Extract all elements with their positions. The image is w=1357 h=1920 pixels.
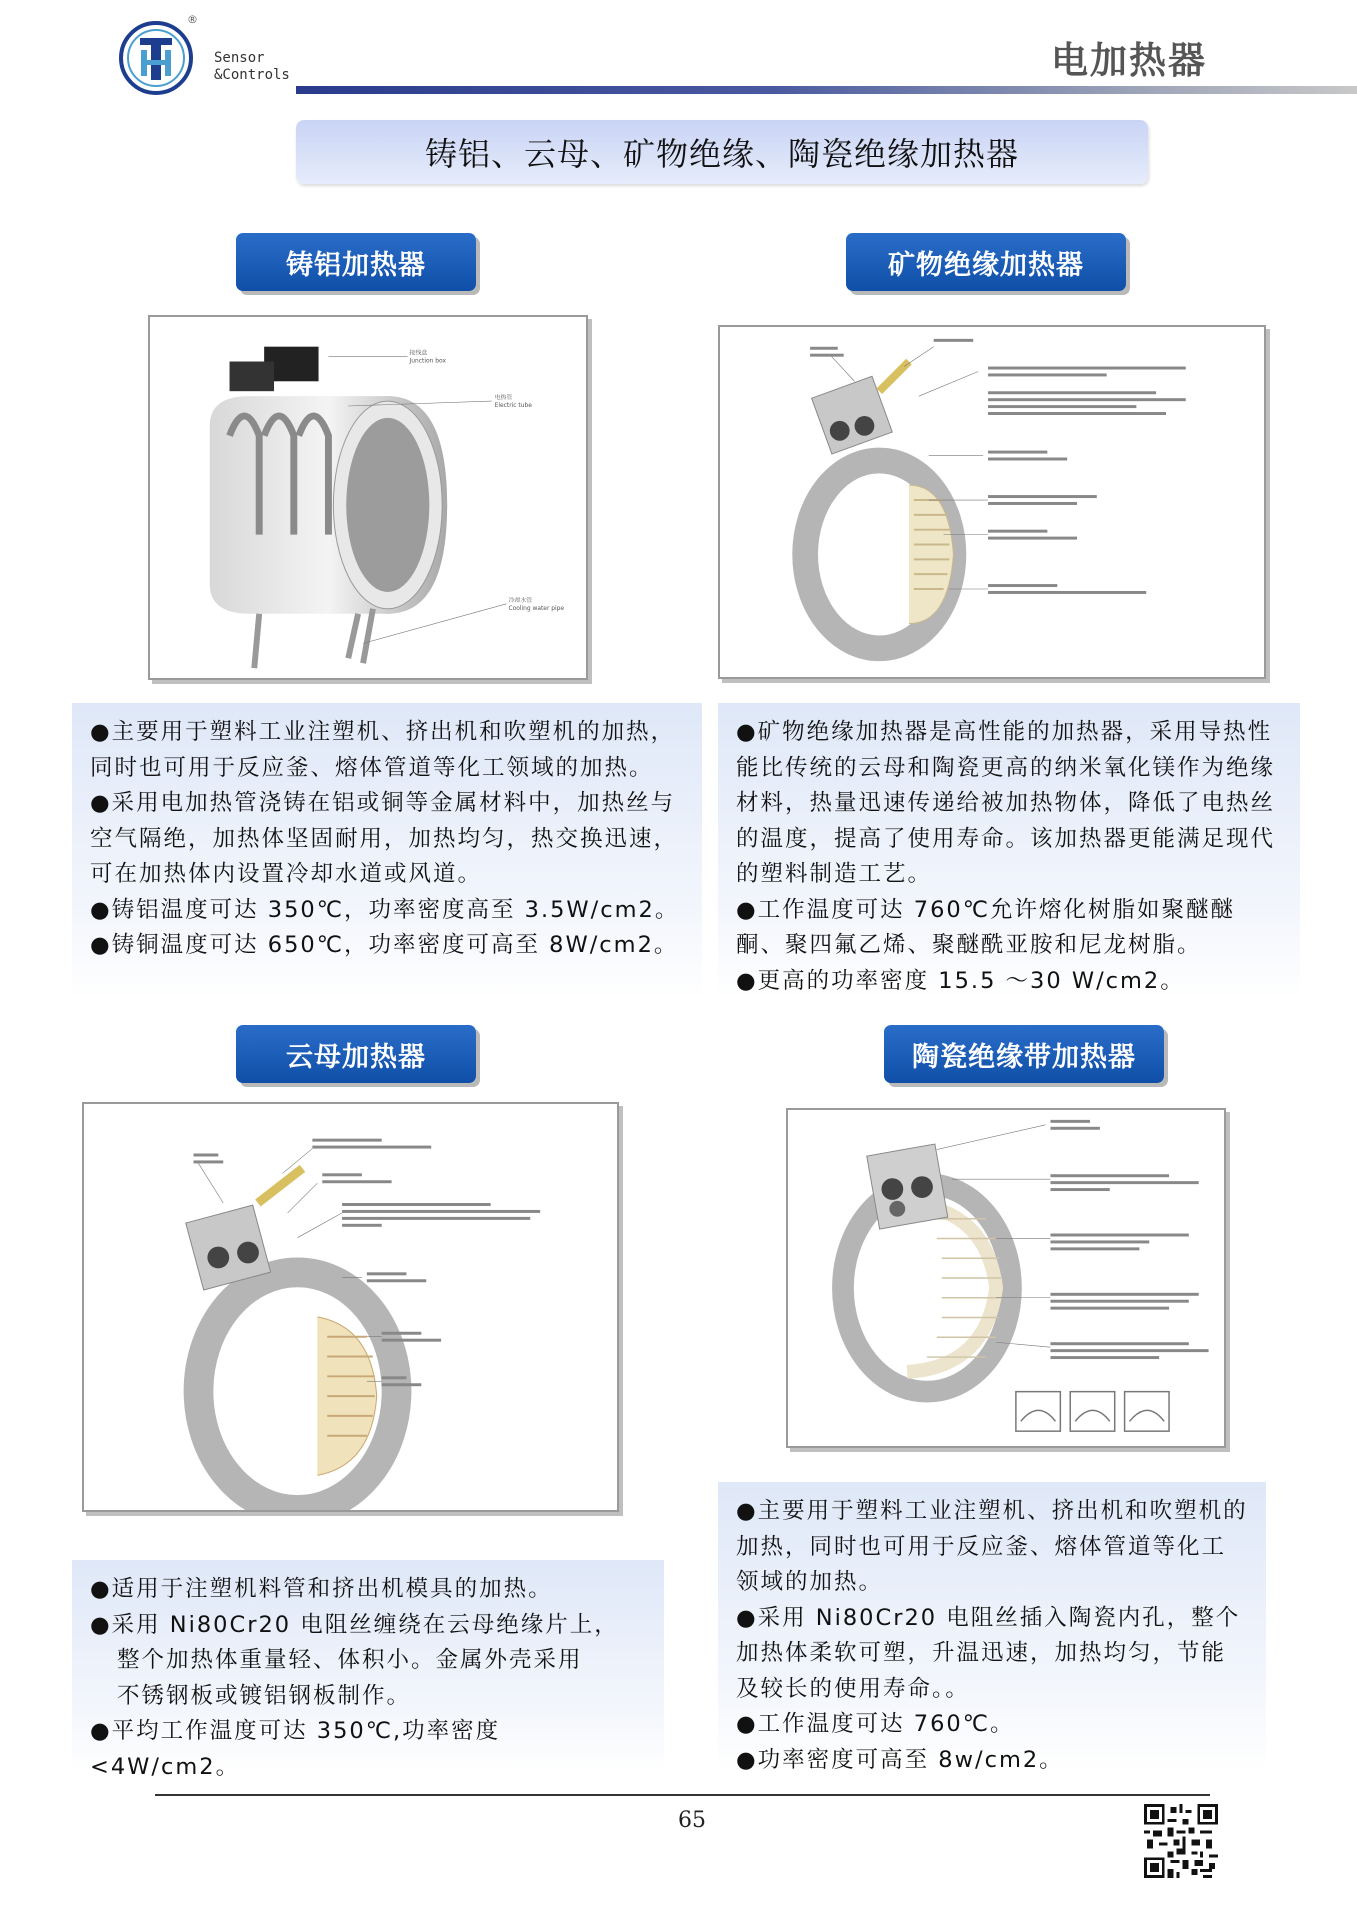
qr-code	[1144, 1804, 1218, 1878]
header-title: 电加热器	[1051, 39, 1207, 82]
cast-aluminum-paragraph: ●铸铜温度可达 650℃，功率密度可高至 8W/cm2。	[90, 932, 679, 958]
mineral-paragraph: ●更高的功率密度 15.5 ～30 W/cm2。	[736, 967, 1185, 994]
mica-paragraph: ●平均工作温度可达 350℃,功率密度<4W/cm2。	[90, 1718, 501, 1780]
footer-rule	[155, 1794, 1210, 1796]
ceramic-description	[718, 1482, 1266, 1772]
mica-heater-image	[82, 1102, 619, 1512]
section-title-ceramic: 陶瓷绝缘带加热器	[884, 1025, 1164, 1083]
cast-aluminum-paragraph: ●铸铝温度可达 350℃，功率密度高至 3.5W/cm2。	[90, 896, 680, 923]
logo-text-line2: &Controls	[214, 67, 290, 83]
mineral-heater-image	[718, 325, 1266, 679]
mica-paragraph: 整个加热体重量轻、体积小。金属外壳采用	[117, 1647, 583, 1673]
ceramic-paragraph: ●工作温度可达 760℃。	[736, 1711, 1015, 1737]
ceramic-paragraph: ●采用 Ni80Cr20 电阻丝插入陶瓷内孔，整个加热体柔软可塑，升温迅速，加热均匀，节能及较长的使用寿命。。	[736, 1604, 1241, 1702]
cast-aluminum-paragraph: ●主要用于塑料工业注塑机、挤出机和吹塑机的加热，同时也可用于反应釜、熔体管道等化工领域的加热。	[90, 719, 676, 781]
section-title-cast-aluminum: 铸铝加热器	[236, 233, 476, 291]
mica-paragraph: ●采用 Ni80Cr20 电阻丝缠绕在云母绝缘片上，	[90, 1611, 619, 1638]
mica-paragraph: ●适用于注塑机料管和挤出机模具的加热。	[90, 1576, 553, 1602]
header-rule	[296, 86, 1357, 94]
ceramic-paragraph: ●主要用于塑料工业注塑机、挤出机和吹塑机的加热，同时也可用于反应釜、熔体管道等化工领域的加热。	[736, 1498, 1248, 1595]
ceramic-heater-image	[786, 1108, 1226, 1448]
section-title-mica: 云母加热器	[236, 1025, 476, 1083]
mica-paragraph: 不锈钢板或镀铝钢板制作。	[117, 1682, 412, 1709]
logo-text	[214, 50, 290, 84]
mineral-description	[718, 703, 1300, 1000]
mineral-paragraph: ●矿物绝缘加热器是高性能的加热器，采用导热性能比传统的云母和陶瓷更高的纳米氧化镁作为绝缘材料，热量迅速传递给被加热物体，降低了电热丝的温度，提高了使用寿命。该加热器更能满足现代的塑料制造工艺。	[736, 719, 1276, 887]
annotation-electric-tube-en: Electric tube	[494, 402, 532, 410]
annotation-junction-box-cn: 接线盒	[409, 349, 428, 357]
annotation-electric-tube-cn: 电热管	[494, 394, 513, 402]
registered-mark: ®	[187, 13, 198, 26]
main-title-banner: 铸铝、云母、矿物绝缘、陶瓷绝缘加热器	[296, 120, 1148, 184]
section-title-mineral: 矿物绝缘加热器	[846, 233, 1126, 291]
cast-aluminum-paragraph: ●采用电加热管浇铸在铝或铜等金属材料中，加热丝与空气隔绝，加热体坚固耐用，加热均匀，热交换迅速，可在加热体内设置冷却水道或风道。	[90, 790, 679, 887]
annotation-cooling-pipe-cn: 冷却水管	[508, 596, 533, 604]
cast-aluminum-heater-image	[148, 315, 588, 680]
annotation-cooling-pipe-en: Cooling water pipe	[508, 604, 565, 612]
company-logo	[118, 20, 194, 96]
mineral-paragraph: ●工作温度可达 760℃允许熔化树脂如聚醚醚酮、聚四氟乙烯、聚醚酰亚胺和尼龙树脂。	[736, 896, 1235, 958]
page-number: 65	[678, 1808, 706, 1833]
annotation-junction-box-en: Junction box	[409, 357, 446, 365]
mica-description	[72, 1560, 664, 1780]
logo-text-line1: Sensor	[214, 50, 265, 66]
ceramic-paragraph: ●功率密度可高至 8w/cm2。	[736, 1746, 1064, 1773]
cast-aluminum-description	[72, 703, 702, 1000]
